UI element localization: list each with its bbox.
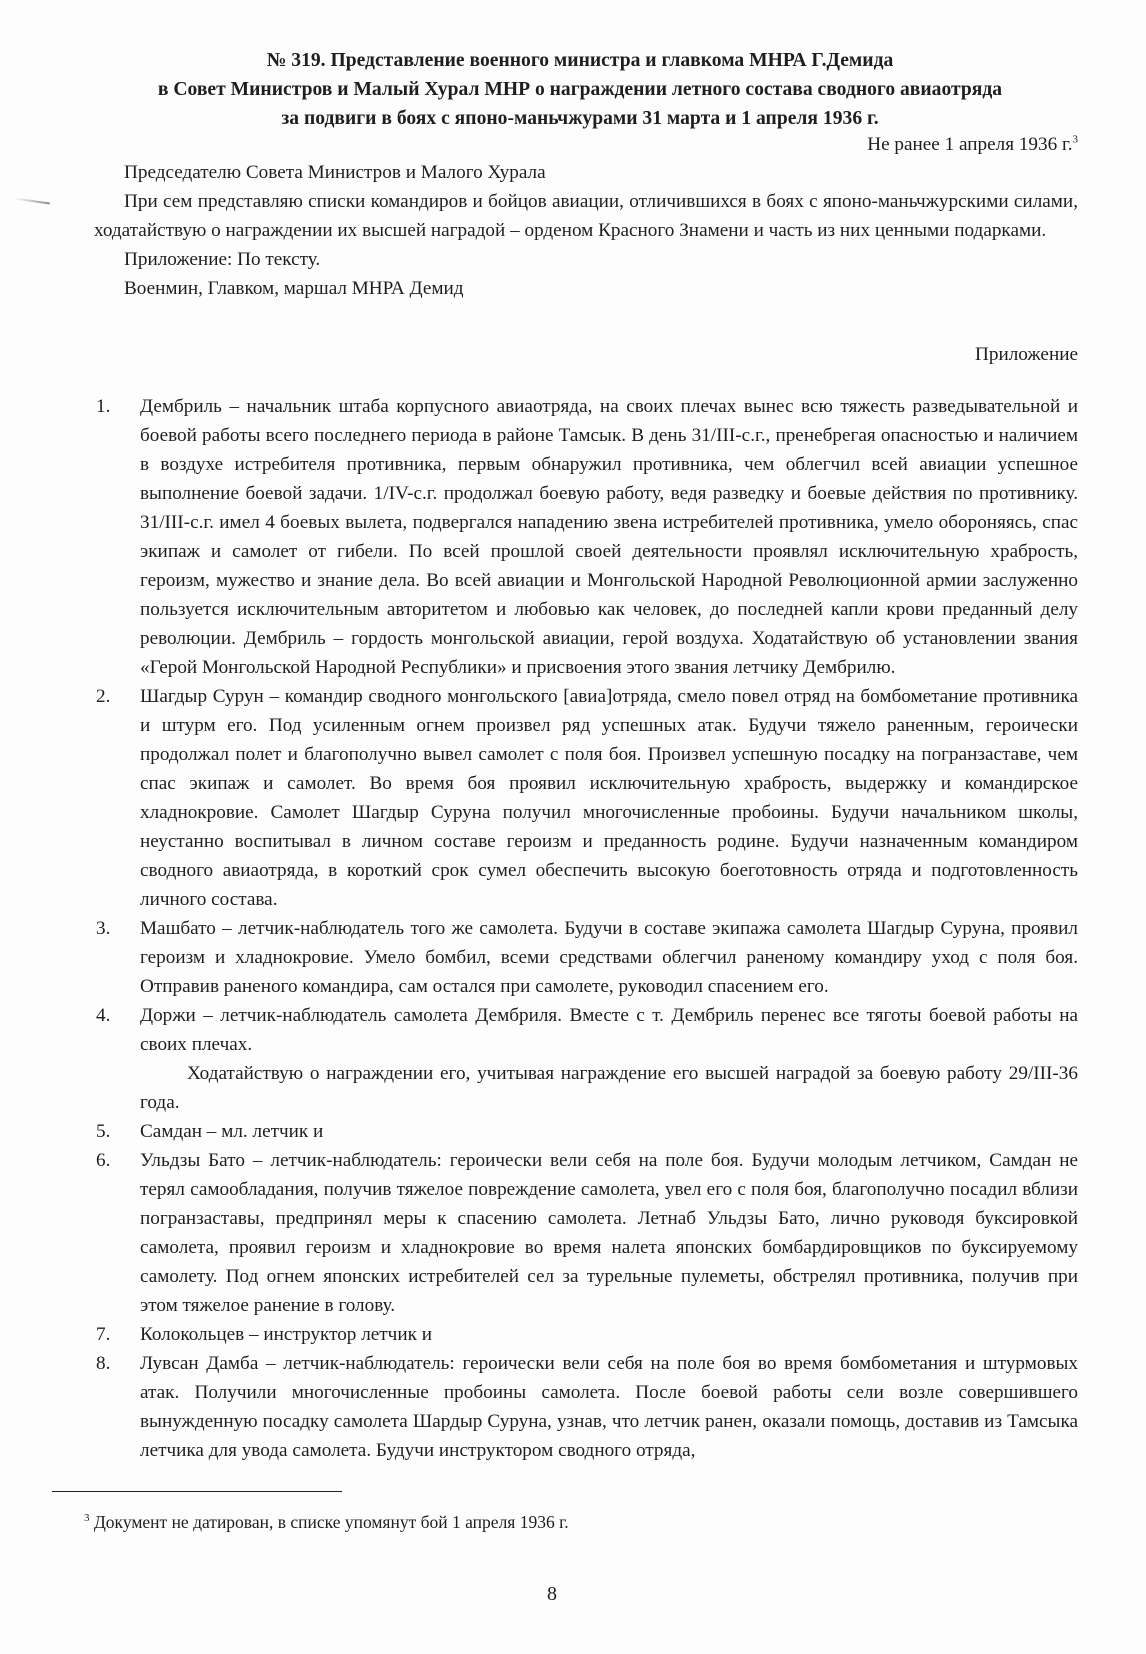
signature: Военмин, Главком, маршал МНРА Демид: [124, 278, 464, 299]
item-number: 5.: [96, 1121, 111, 1142]
addressee: Председателю Совета Министров и Малого Хурала: [124, 162, 546, 183]
item-text: Дембриль – начальник штаба корпусного авиаотряда, на своих плечах вынес всю тяжесть разведывательной и боевой работы всего последнего периода в районе Тамсык. В день 31/III-с.г., пренебрегая опасностью и наличием в воздухе истребителя противника, первым обнаружил противника, чем облегчил всей авиации успешное выполнение боевой задачи. 1/IV-с.г. продолжал боевую работу, ведя разведку и боевые действия по противнику. 31/III-с.г. имел 4 боевых вылета, подвергался нападению звена истребителей противника, умело обороняясь, спас экипаж и самолет от гибели. По всей прошлой своей деятельности проявлял исключительную храбрость, героизм, мужество и знание дела. Во всей авиации и Монгольской Народной Революционной армии заслуженно пользуется исключительным авторитетом и любовью как человек, до последней капли крови преданный делу революции. Дембриль – гордость монгольской авиации, герой воздуха. Ходатайствую об установлении звания «Герой Монгольской Народной Республики» и присвоения этого звания летчику Дембрилю.: [140, 396, 1078, 678]
footnote-text: Документ не датирован, в списке упомянут бой 1 апреля 1936 г.: [93, 1512, 569, 1532]
item-text: Доржи – летчик-наблюдатель самолета Дембриля. Вместе с т. Дембриль перенес все тяготы боевой работы на своих плечах.: [140, 1005, 1078, 1055]
title-line-1: № 319. Представление военного министра и главкома МНРА Г.Демида: [266, 50, 894, 71]
appendix-label: Приложение: [975, 344, 1078, 365]
document-date: [867, 130, 1078, 159]
item-number: 6.: [96, 1150, 111, 1171]
item-text: Ульдзы Бато – летчик-наблюдатель: героически вели себя на поле боя. Будучи молодым летчиком, Самдан не терял самообладания, получив тяжелое повреждение самолета, увел его с поля боя, благополучно посадил вблизи погранзаставы, предпринял меры к спасению самолета. Летнаб Ульдзы Бато, лично руководя буксировкой самолета, проявил героизм и хладнокровие во время налета японских бомбардировщиков по буксируемому самолету. Под огнем японских истребителей сел за турельные пулеметы, обстрелял противника, получив при этом тяжелое ранение в голову.: [140, 1150, 1078, 1316]
item-number: 7.: [96, 1324, 111, 1345]
footnote-divider: [52, 1491, 342, 1492]
list-item: [94, 1349, 1078, 1465]
item-text: Шагдыр Сурун – командир сводного монгольского [авиа]отряда, смело повел отряд на бомбометание противника и штурм его. Под усиленным огнем произвел ряд успешных атак. Будучи тяжело раненным, героически продолжал полет и благополучно вывел самолет с поля боя. Произвел успешную посадку на погранзаставе, чем спас экипаж и самолет. Во время боя проявил исключительную храбрость, выдержку и командирское хладнокровие. Самолет Шагдыр Суруна получил многочисленные пробоины. Будучи начальником школы, неустанно воспитывал в личном составе героизм и преданность родине. Будучи назначенным командиром сводного авиаотряда, в короткий срок сумел обеспечить высокую боеготовность отряда и подготовленность личного состава.: [140, 686, 1078, 910]
attachment-note: Приложение: По тексту.: [124, 249, 321, 270]
item-number: 3.: [96, 918, 111, 939]
list-item: [94, 682, 1078, 914]
item-text: Колокольцев – инструктор летчик и: [140, 1324, 432, 1345]
list-item: [94, 1146, 1078, 1320]
appendix-list: [94, 392, 1078, 1465]
item-number: 8.: [96, 1353, 111, 1374]
item-number: 2.: [96, 686, 111, 707]
item-note: Ходатайствую о награждении его, учитывая награждение его высшей наградой за боевую работу 29/III-36 года.: [140, 1063, 1078, 1113]
title-line-3: за подвиги в боях с японо-маньчжурами 31 марта и 1 апреля 1936 г.: [281, 108, 879, 129]
title-line-2: в Совет Министров и Малый Хурал МНР о награждении летного состава сводного авиаотряда: [157, 79, 1003, 100]
list-item: [94, 914, 1078, 1001]
list-item: [94, 392, 1078, 682]
document-title: [80, 46, 1080, 133]
item-text: Машбато – летчик-наблюдатель того же самолета. Будучи в составе экипажа самолета Шагдыр Суруна, проявил героизм и хладнокровие. Умело бомбил, всеми средствами облегчил раненому командиру уход с поля боя. Отправив раненого командира, сам остался при самолете, руководил спасением его.: [140, 918, 1078, 997]
footnote-ref: 3: [1072, 133, 1078, 146]
pen-mark: [14, 198, 50, 205]
item-number: 1.: [96, 396, 111, 417]
list-item: [94, 1117, 1078, 1146]
item-text: Самдан – мл. летчик и: [140, 1121, 324, 1142]
item-number: 4.: [96, 1005, 111, 1026]
item-text: Лувсан Дамба – летчик-наблюдатель: героически вели себя на поле боя во время бомбометания и штурмовых атак. Получили многочисленные пробоины самолета. После боевой работы сели возле совершившего вынужденную посадку самолета Шардыр Суруна, узнав, что летчик ранен, оказали помощь, доставив из Тамсыка летчика для увода самолета. Будучи инструктором сводного отряда,: [140, 1353, 1078, 1461]
letter-body: При сем представляю списки командиров и бойцов авиации, отличившихся в боях с японо-маньчжурскими силами, ходатайствую о награждении их высшей наградой – орденом Красного Знамени и часть из них ценными подарками.: [94, 191, 1078, 241]
list-item: [94, 1320, 1078, 1349]
list-item: [94, 1001, 1078, 1059]
page-number: 8: [547, 1583, 557, 1605]
footnote-marker: 3: [84, 1512, 90, 1525]
footnote: [84, 1508, 569, 1537]
date-text: Не ранее 1 апреля 1936 г.: [867, 134, 1073, 155]
letter: [94, 158, 1078, 303]
